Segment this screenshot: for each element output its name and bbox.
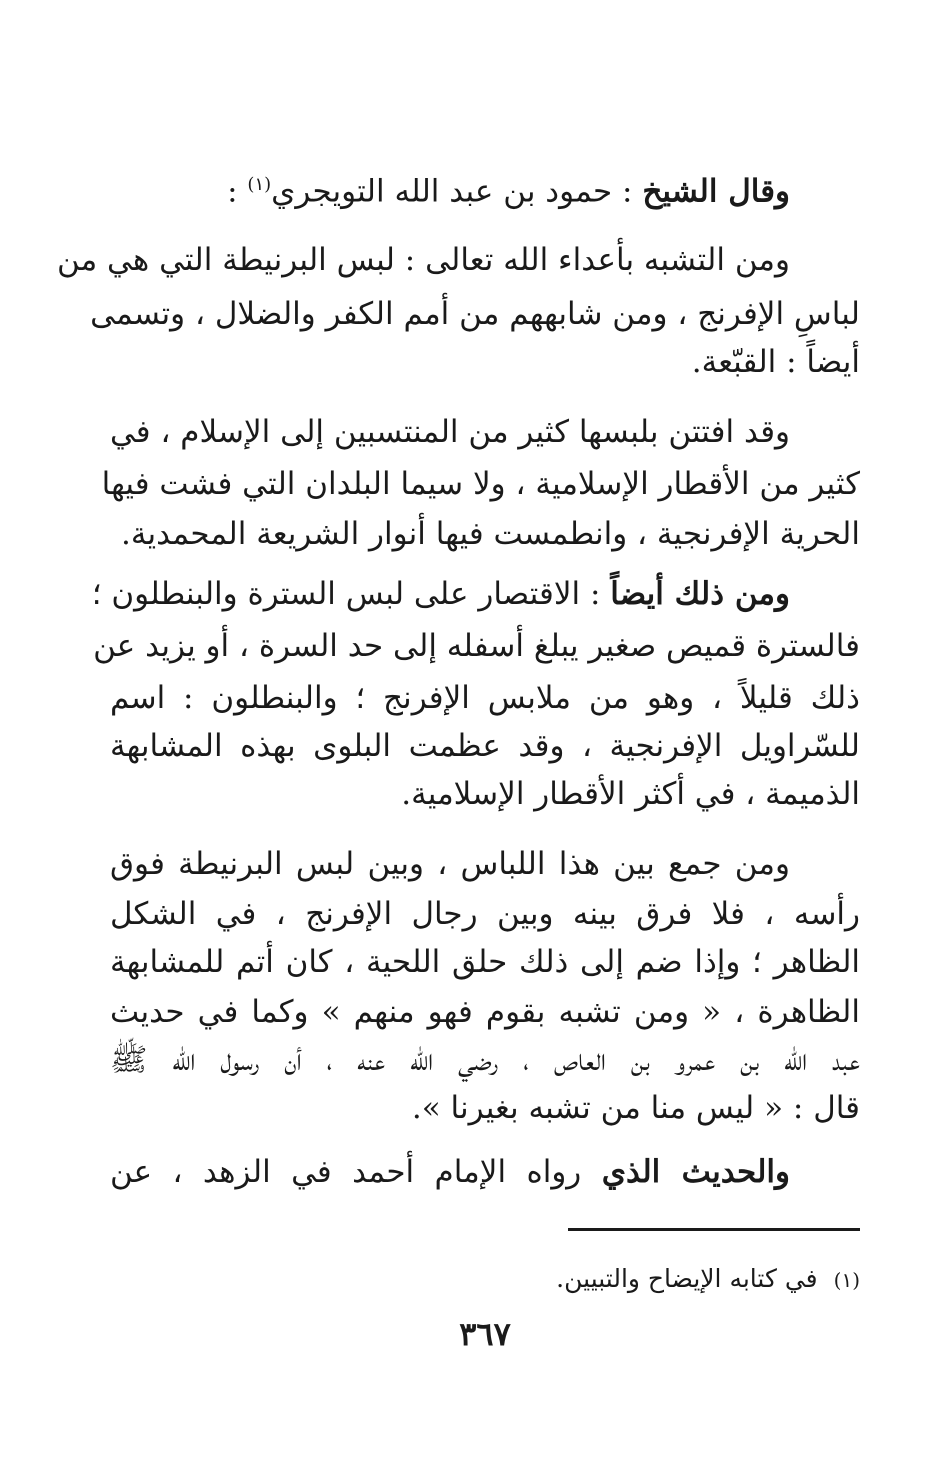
footnote-reference: (١): [247, 174, 272, 195]
section-heading: [110, 160, 790, 216]
paragraph-2-line-1: وقد افتتن بلبسها كثير من المنتسبين إلى الإسلام ، في: [109, 414, 790, 450]
paragraph-5-lead: والحديث الذي: [601, 1154, 791, 1190]
footnote-number: (١): [833, 1268, 860, 1292]
page-number: ٣٦٧: [459, 1315, 511, 1353]
heading-colon: :: [227, 173, 248, 210]
paragraph-3-line-1: [91, 572, 860, 616]
paragraph-5-line-1: [110, 1150, 860, 1194]
paragraph-4-line-5: عبد الله بن عمرو بن العاص ، رضي الله عنه ، أن رسول الله ﷺ: [110, 1042, 860, 1078]
paragraph-4-line-2: رأسه ، فلا فرق بينه وبين رجال الإفرنج ، في الشكل: [110, 896, 860, 932]
paragraph-4-line-3: الظاهر ؛ وإذا ضم إلى ذلك حلق اللحية ، كان أتم للمشابهة: [110, 944, 860, 980]
footnote-text: في كتابه الإيضاح والتبيين.: [556, 1264, 818, 1293]
paragraph-1-line-2: لباسِ الإفرنج ، ومن شابههم من أمم الكفر والضلال ، وتسمى: [90, 296, 860, 332]
paragraph-4-line-4: الظاهرة ، « ومن تشبه بقوم فهو منهم » وكما في حديث: [110, 994, 860, 1030]
paragraph-5-lead-rest: رواه الإمام أحمد في الزهد ، عن: [110, 1154, 602, 1190]
paragraph-4-line-6: قال : « ليس منا من تشبه بغيرنا ».: [411, 1090, 860, 1126]
footnote: [556, 1262, 860, 1297]
paragraph-3-line-2: فالسترة قميص صغير يبلغ أسفله إلى حد السرة ، أو يزيد عن: [93, 628, 860, 664]
paragraph-2-line-2: كثير من الأقطار الإسلامية ، ولا سيما البلدان التي فشت فيها: [101, 466, 860, 502]
paragraph-3-lead-rest: : الاقتصار على لبس السترة والبنطلون ؛: [91, 576, 611, 612]
heading-bold: وقال الشيخ: [642, 173, 790, 210]
paragraph-2-line-3: الحرية الإفرنجية ، وانطمست فيها أنوار الشريعة المحمدية.: [121, 516, 860, 552]
paragraph-4-line-1: ومن جمع بين هذا اللباس ، وبين لبس البرنيطة فوق: [110, 846, 790, 882]
paragraph-3-line-5: الذميمة ، في أكثر الأقطار الإسلامية.: [401, 776, 860, 812]
heading-text: : حمود بن عبد الله التويجري: [271, 173, 643, 210]
footnote-divider: [568, 1228, 860, 1231]
paragraph-3-lead: ومن ذلك أيضاً: [610, 576, 790, 612]
book-page: [57, 0, 860, 1478]
paragraph-1-line-3: أيضاً : القبّعة.: [691, 344, 860, 380]
paragraph-3-line-4: للسّراويل الإفرنجية ، وقد عظمت البلوى بهذه المشابهة: [110, 728, 860, 764]
paragraph-3-line-3: ذلك قليلاً ، وهو من ملابس الإفرنج ؛ والبنطلون : اسم: [110, 680, 860, 716]
paragraph-1-line-1: ومن التشبه بأعداء الله تعالى : لبس البرنيطة التي هي من: [57, 242, 790, 278]
